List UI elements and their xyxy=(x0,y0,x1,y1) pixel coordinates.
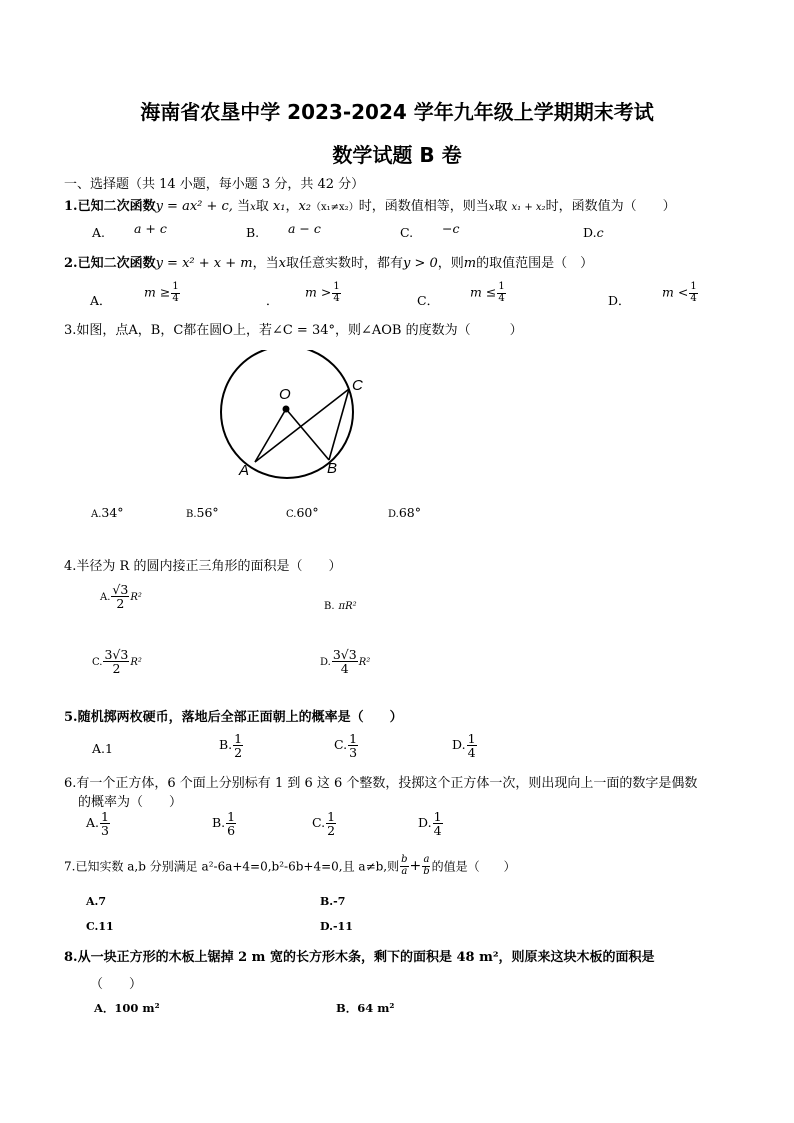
q7-option-a: A.7 xyxy=(86,895,107,908)
label-a: A xyxy=(239,462,250,479)
q8-option-b: B．64 m² xyxy=(336,1001,395,1015)
page-subtitle: 数学试题 B 卷 xyxy=(332,143,462,167)
q7-plus: + xyxy=(409,858,422,874)
q1-x2: x₂ xyxy=(298,199,312,214)
q1-text: 时，函数值相等，则当 xyxy=(358,199,489,214)
q2-function: y = x² + x + m xyxy=(155,256,253,271)
q2-option-c-value: m ≤ $\frac{1}{4}$ xyxy=(470,281,505,304)
q2-option-c: C． xyxy=(417,293,440,308)
section-heading: 一、选择题（共 14 小题，每小题 3 分，共 42 分） xyxy=(64,177,365,192)
q1-option-b: B. xyxy=(246,225,260,240)
q2-m: m xyxy=(463,256,477,271)
q3-option-c: C.60° xyxy=(286,505,319,520)
q4-option-d: D. $\frac{3√3}{4}$ R² xyxy=(320,647,371,677)
segment-ob xyxy=(286,409,329,460)
q2-option-a-value: m ≥ $\frac{1}{4}$ xyxy=(144,281,179,304)
question-6-line2: 的概率为（ ） xyxy=(78,795,183,810)
q1-text: 时，函数值为（ ） xyxy=(545,199,676,214)
question-2 xyxy=(64,252,593,271)
q7-fraction-b-over-a: $\frac{b}{a}$ xyxy=(401,854,408,877)
q1-function: y = ax² + c, xyxy=(155,199,233,214)
q7-text: 的值是（ ） xyxy=(431,859,516,874)
circle-diagram xyxy=(215,350,375,480)
q3-option-a: A.34° xyxy=(91,505,124,520)
segment-oa xyxy=(255,409,286,462)
question-8-line1: 8.从一块正方形的木板上锯掉 2 m 宽的长方形木条，剩下的面积是 48 m²，则原来这块木板的面积是 xyxy=(64,950,655,965)
q7-fraction-a-over-b: $\frac{a}{b}$ xyxy=(423,854,430,877)
center-point xyxy=(283,406,290,413)
q1-text: 取 xyxy=(255,199,269,214)
question-7 xyxy=(64,855,516,877)
page-title: 海南省农垦中学 2023-2024 学年九年级上学期期末考试 xyxy=(140,100,654,124)
q4-option-c: C. $\frac{3√3}{2}$ R² xyxy=(92,647,142,677)
q1-x: x xyxy=(488,202,495,213)
q1-text: ， xyxy=(285,199,299,214)
q6-option-c: C. $\frac{1}{2}$ xyxy=(312,809,336,839)
question-5: 5.随机掷两枚硬币，落地后全部正面朝上的概率是（ ） xyxy=(64,710,403,725)
q1-x1: x₁ xyxy=(272,199,286,214)
q2-condition: y > 0 xyxy=(402,256,438,271)
q1-option-d: D.c xyxy=(583,225,604,240)
question-6-line1: 6.有一个正方体，6 个面上分别标有 1 到 6 这 6 个整数，投掷这个正方体一次，则出现向上一面的数字是偶数 xyxy=(64,776,698,791)
q1-x: x xyxy=(250,202,256,213)
question-4: 4.半径为 R 的圆内接正三角形的面积是（ ） xyxy=(64,559,342,574)
q5-option-b: B. $\frac{1}{2}$ xyxy=(219,731,243,761)
q2-text: ，当 xyxy=(252,256,279,271)
segment-ac xyxy=(255,389,349,462)
label-b: B xyxy=(327,460,338,477)
q6-option-a: A. $\frac{1}{3}$ xyxy=(86,809,109,839)
q2-option-b-value: m > $\frac{1}{4}$ xyxy=(305,281,340,304)
q5-option-a: A.1 xyxy=(92,741,113,756)
q2-text: ，则 xyxy=(437,256,464,271)
circle-o xyxy=(221,350,353,478)
q2-text: 取任意实数时，都有 xyxy=(285,256,403,271)
q7-option-c: C.11 xyxy=(86,920,114,933)
q2-option-d-value: m < $\frac{1}{4}$ xyxy=(662,281,697,304)
q1-option-a: A. xyxy=(92,225,106,240)
label-c: C xyxy=(352,377,363,394)
question-2-intro: 2.已知二次函数 xyxy=(64,256,156,271)
q1-option-a-value: a + c xyxy=(134,221,167,236)
q1-condition: （x₁≠x₂） xyxy=(311,202,359,213)
question-1-intro: 1.已知二次函数 xyxy=(64,199,156,214)
q1-option-c-value: −c xyxy=(442,221,460,236)
question-1 xyxy=(64,195,676,214)
q2-option-b: ． xyxy=(266,293,279,308)
q6-option-b: B. $\frac{1}{6}$ xyxy=(212,809,236,839)
question-8-line2: （ ） xyxy=(90,977,143,992)
q3-option-d: D.68° xyxy=(388,505,421,520)
label-o: O xyxy=(279,386,291,403)
q1-option-b-value: a − c xyxy=(288,221,321,236)
q6-option-d: D. $\frac{1}{4}$ xyxy=(418,809,442,839)
q5-option-d: D. $\frac{1}{4}$ xyxy=(452,731,476,761)
q3-option-b: B.56° xyxy=(186,505,219,520)
q2-option-d: D． xyxy=(608,293,631,308)
q2-x: x xyxy=(278,256,286,271)
q1-text: 取 xyxy=(494,199,508,214)
q1-text: 当 xyxy=(237,199,251,214)
q4-option-a: A. $\frac{√3}{2}$ R² xyxy=(100,582,142,612)
question-3: 3.如图，点A，B，C都在圆O上，若∠C = 34°，则∠AOB 的度数为（ ） xyxy=(64,323,523,338)
segment-bc xyxy=(329,389,349,460)
q7-option-d: D.-11 xyxy=(320,920,353,933)
q8-option-a: A．100 m² xyxy=(94,1001,160,1015)
q5-option-c: C. $\frac{1}{3}$ xyxy=(334,731,358,761)
q4-option-b: B. πR² xyxy=(324,601,357,612)
q7-text: 7.已知实数 a,b 分别满足 a²-6a+4=0,b²-6b+4=0,且 a≠b,则 xyxy=(64,859,400,874)
q2-text: 的取值范围是（ ） xyxy=(476,256,594,271)
q1-sum: x₁ + x₂ xyxy=(511,202,546,213)
q2-option-a: A． xyxy=(90,293,112,308)
q7-option-b: B.-7 xyxy=(320,895,346,908)
q1-option-c: C. xyxy=(400,225,414,240)
